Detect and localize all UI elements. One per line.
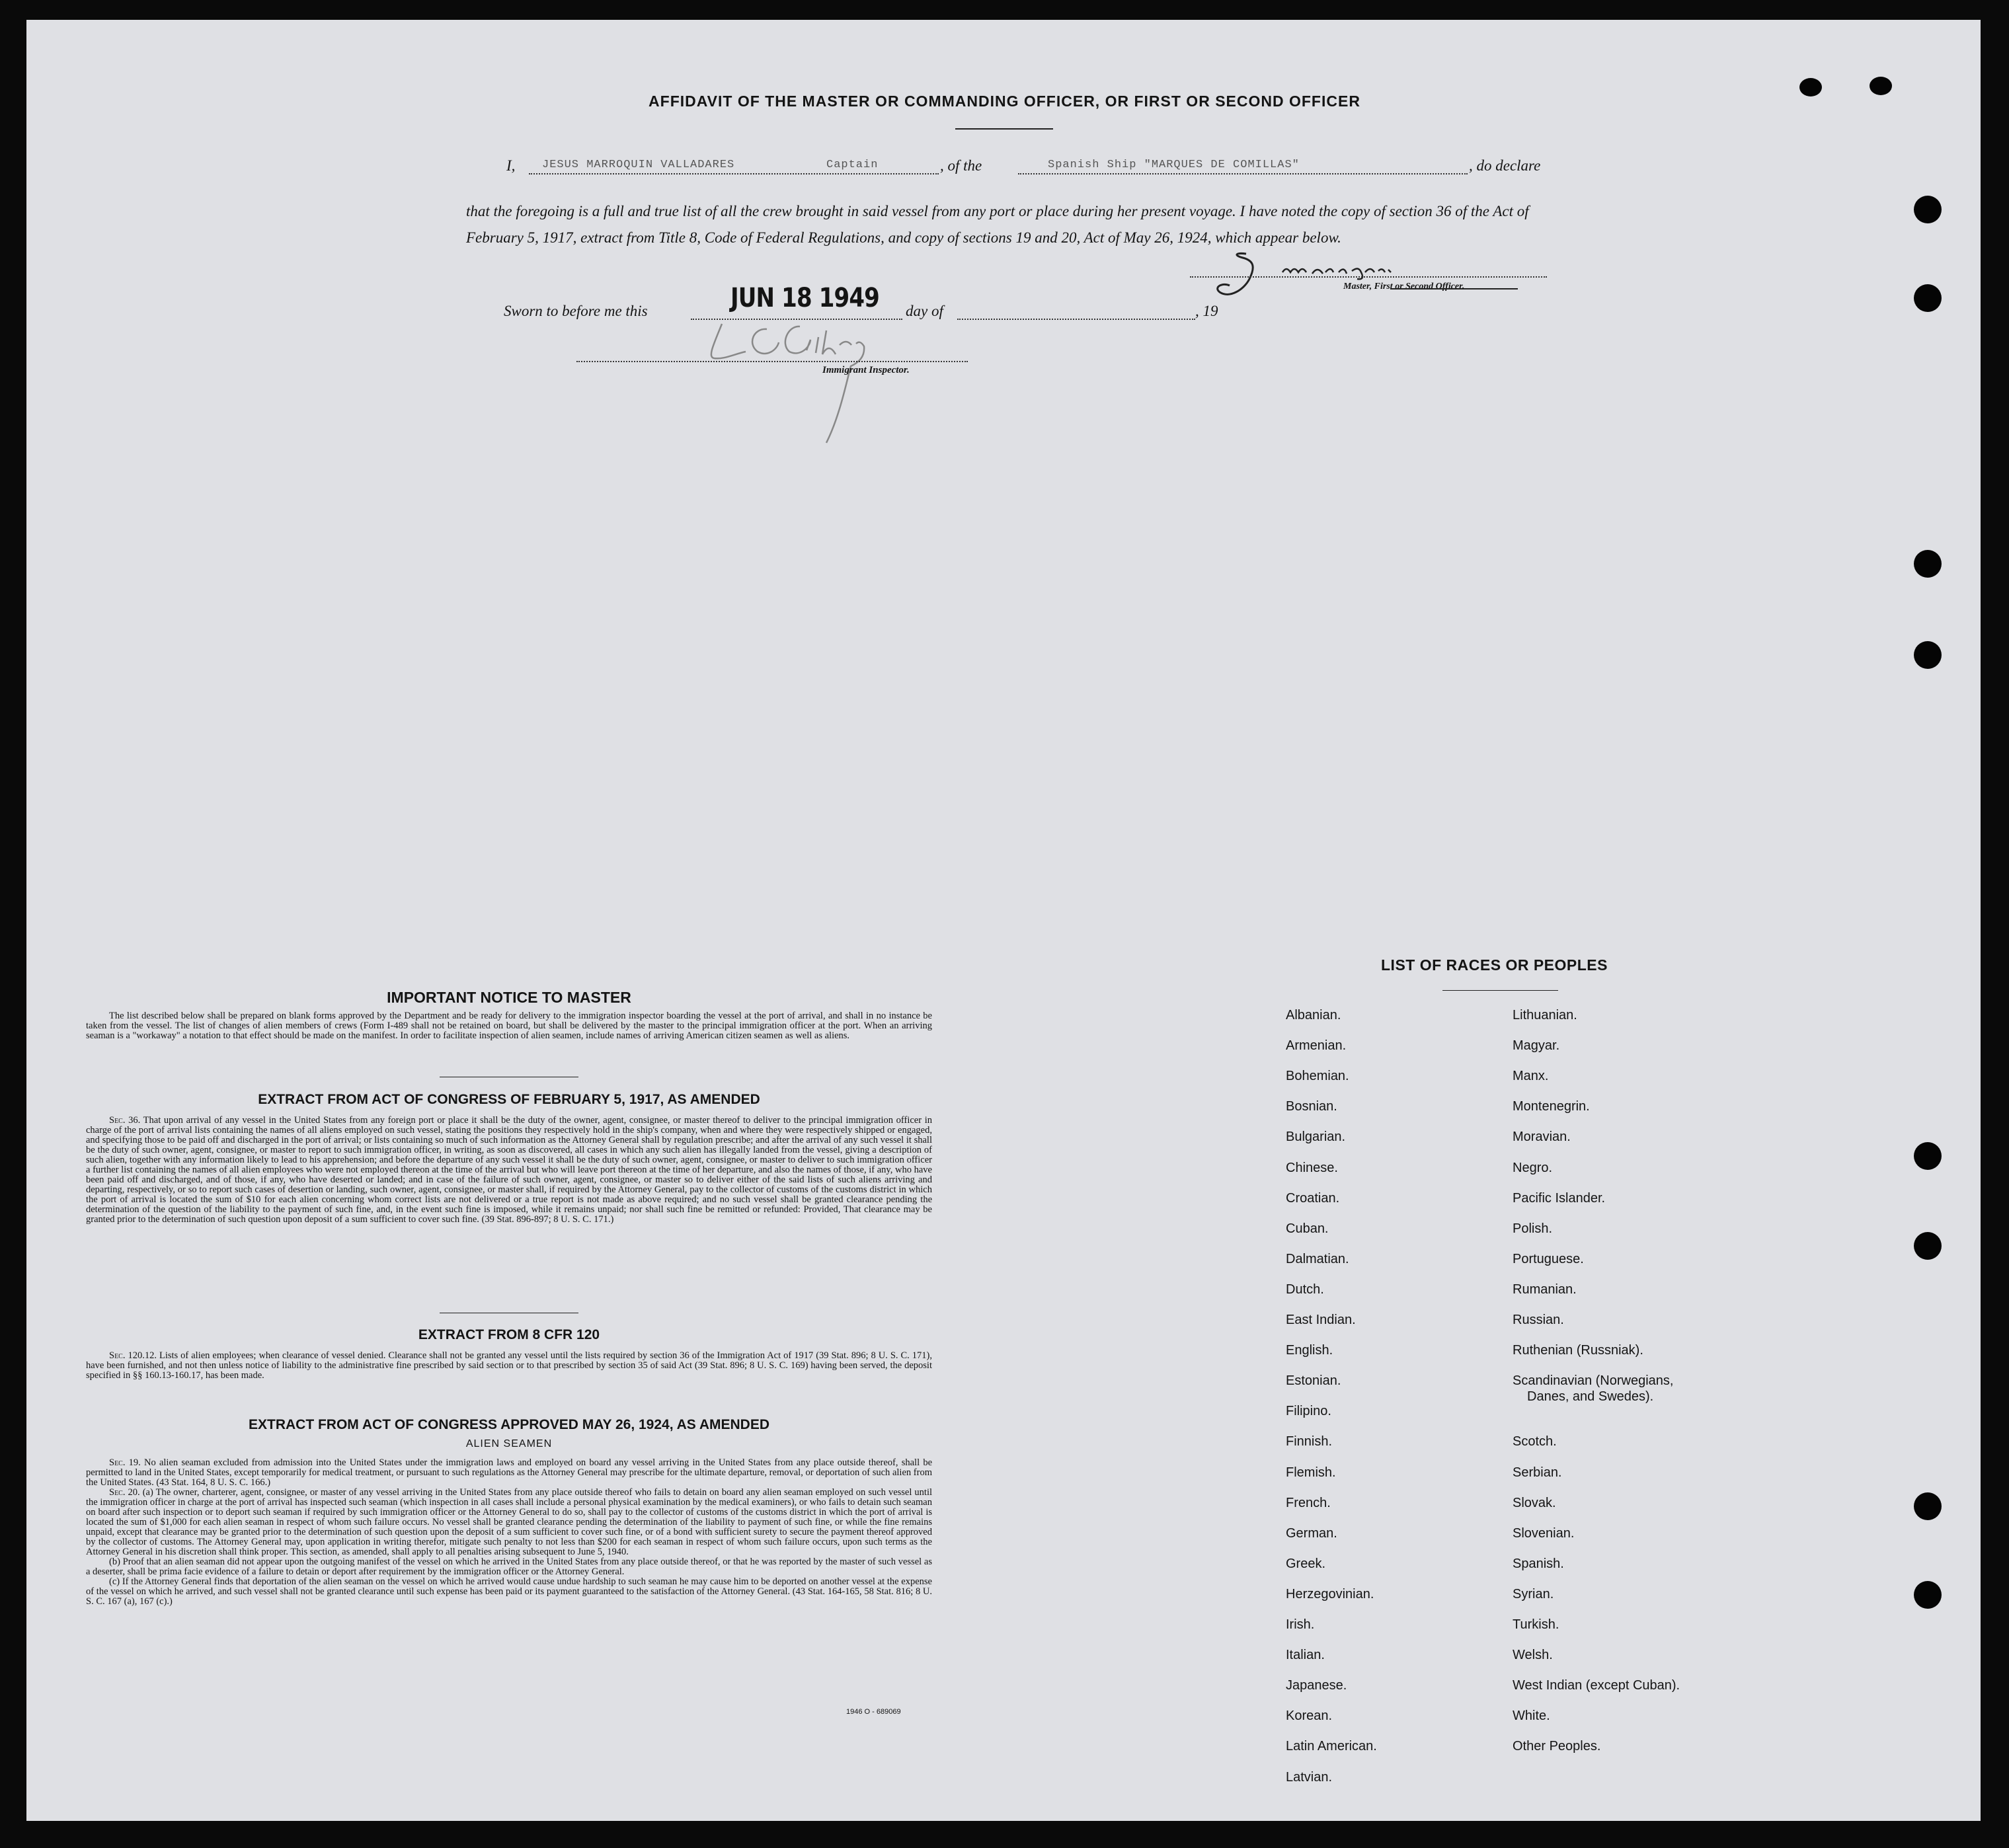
sec-20-label: Sec. 20. xyxy=(109,1487,140,1498)
race-item: Croatian. xyxy=(1286,1190,1340,1206)
race-item: Pacific Islander. xyxy=(1513,1190,1606,1206)
punch-hole xyxy=(1914,1232,1942,1260)
race-item: Latvian. xyxy=(1286,1769,1333,1785)
race-item: East Indian. xyxy=(1286,1313,1356,1327)
typed-master-name: JESUS MARROQUIN VALLADARES xyxy=(542,159,735,171)
race-item: Lithuanian. xyxy=(1513,1008,1577,1022)
caption-strikethrough xyxy=(1390,288,1518,289)
extract-1917-title: EXTRACT FROM ACT OF CONGRESS OF FEBRUARY 5, 1917, AS AMENDED xyxy=(258,1092,760,1107)
race-item: Magyar. xyxy=(1513,1038,1560,1054)
race-item: Rumanian. xyxy=(1513,1282,1577,1297)
race-item: Bosnian. xyxy=(1286,1099,1337,1114)
punch-hole xyxy=(1914,1142,1942,1170)
race-item: Manx. xyxy=(1513,1069,1549,1084)
race-item: Scotch. xyxy=(1513,1434,1557,1449)
race-item: Bohemian. xyxy=(1286,1069,1349,1084)
race-item: Russian. xyxy=(1513,1313,1564,1327)
race-item: Cuban. xyxy=(1286,1221,1329,1236)
race-item: Bulgarian. xyxy=(1286,1130,1346,1145)
date-stamp: JUN 18 1949 xyxy=(730,283,879,313)
race-item: Ruthenian (Russniak). xyxy=(1513,1343,1643,1358)
race-item: Dutch. xyxy=(1286,1282,1324,1297)
race-item: Turkish. xyxy=(1513,1617,1559,1632)
race-item: Estonian. xyxy=(1286,1373,1341,1389)
race-item: Moravian. xyxy=(1513,1130,1571,1145)
race-item: Slovak. xyxy=(1513,1495,1556,1510)
sec-120-12-body: Lists of alien employees; when clearance of vessel denied. Clearance shall not be granted any vessel until the lists required by section 36 of the Immigration Act of 1917 (39 Stat. 896; 8 U. S. C. 171), have been furnished, and not then unless notice of liability to the administrative fine prescribed by said section or to that prescribed by section 35 of said Act (39 Stat. 896; 8 U. S. C. 169) having been served, the deposit specified in §§ 160.13-160.17, has been made. xyxy=(86,1350,932,1381)
master-caption: Master, First or Second Officer. xyxy=(1343,282,1465,291)
race-item: Flemish. xyxy=(1286,1465,1336,1480)
race-item: Albanian. xyxy=(1286,1008,1341,1022)
race-item: Finnish. xyxy=(1286,1434,1333,1449)
sec-19-body: No alien seaman excluded from admission into the United States under the immigration laws and employed on board any vessel arriving in the United States from any place outside thereof, shall be permitted to land in the United States, except temporarily for medical treatment, or pursuant to such regulations as the Attorney General may prescribe for the ultimate departure, removal, or deportation of such alien from the United States. (43 Stat. 164, 8 U. S. C. 166.) xyxy=(86,1457,933,1488)
race-item: Spanish. xyxy=(1513,1556,1564,1571)
race-item: Greek. xyxy=(1286,1556,1326,1571)
sworn-label: Sworn to before me this xyxy=(504,303,648,319)
race-item: Filipino. xyxy=(1286,1404,1331,1419)
race-item: Dalmatian. xyxy=(1286,1251,1349,1266)
punch-hole xyxy=(1914,196,1942,223)
sec-20-b-body: (b) Proof that an alien seaman did not appear upon the outgoing manifest of the vessel on which he arrived in the United States from any place outside thereof, or that he was reported by the master of such vessel as a deserter, shall be prima facie evidence of a failure to detain or deport after requirement by the immigration officer or the Attorney General. xyxy=(86,1557,932,1577)
race-item: Slovenian. xyxy=(1513,1525,1575,1541)
races-title: LIST OF RACES OR PEOPLES xyxy=(1381,956,1608,974)
race-item: Polish. xyxy=(1513,1221,1553,1236)
alien-seamen-subtitle: ALIEN SEAMEN xyxy=(465,1438,553,1449)
race-item: Irish. xyxy=(1286,1617,1315,1632)
sec-36-label: Sec. 36. xyxy=(109,1115,141,1126)
punch-hole xyxy=(1914,641,1942,669)
punch-hole xyxy=(1914,284,1942,312)
race-item: Armenian. xyxy=(1286,1038,1347,1054)
affidavit-statement: that the foregoing is a full and true list of all the crew brought in said vessel from any port or place during her present voyage. I have noted the copy of section 36 of the Act of February 5, 1917, extract from Title 8, Code of Federal Regulations, and copy of sections 19 and 20, Act of May 26, 1924, which appear below. xyxy=(466,203,1529,246)
punch-hole xyxy=(1914,1581,1942,1609)
typed-ship-name: Spanish Ship "MARQUES DE COMILLAS" xyxy=(1048,159,1300,171)
year-label: , 19 xyxy=(1195,303,1218,319)
master-signature xyxy=(1183,246,1554,305)
notice-title: IMPORTANT NOTICE TO MASTER xyxy=(387,989,631,1006)
do-declare-label: , do declare xyxy=(1469,157,1541,174)
race-item: Chinese. xyxy=(1286,1160,1338,1175)
race-item: West Indian (except Cuban). xyxy=(1513,1678,1680,1693)
race-item: White. xyxy=(1513,1709,1550,1724)
race-item: Korean. xyxy=(1286,1709,1333,1724)
notice-body-block xyxy=(86,1011,932,1041)
race-item: French. xyxy=(1286,1495,1331,1510)
sec-36-body: That upon arrival of any vessel in the United States from any foreign port or place it shall be the duty of the owner, agent, consignee, or master thereof to deliver to the principal immigration officer in charge of the port of arrival lists containing the names of all aliens employed on such vessel, stating the positions they respectively hold in the ship's company, when and where they were respectively shipped or engaged, and specifying those to be paid off and discharged in the port of arrival; or lists containing so much of such information as the Attorney General shall by regulation prescribe; and after the arrival of any such vessel it shall be the duty of such owner, agent, consignee, or master to report to such immigration officer, in writing, as soon as discovered, all cases in which any such alien has illegally landed from the vessel, giving a description of such alien, together with any information likely to lead to his apprehension; and before the departure of any such vessel it shall be the duty of such owner, agent, consignee, or master to deliver to such immigration officer a further list containing the names of all alien employees who were not employed thereon at the time of the arrival but who will leave port thereon at the time of her departure, and also the names of those, if any, who have been paid off and discharged, and of those, if any, who have deserted or landed; and in case of the failure of such owner, agent, consignee, or master so to deliver either of the said lists of such aliens arriving and departing, respectively, or so to report such cases of desertion or landing, such owner, agent, consignee, or master shall, if required by the Attorney General, pay to the collector of customs of the customs district in which the port of arrival is located the sum of $10 for each alien concerning whom correct lists are not delivered or a true report is not made as above required; and no such vessel shall be granted clearance pending the determination of the question of the liability to the payment of such fine, and, in the event such fine is imposed, while it remains unpaid; nor shall such fine be remitted or refunded: Provided, That clearance may be granted prior to the determination of such question upon deposit of a sum sufficient to cover such fine. (39 Stat. 896-897; 8 U. S. C. 171.) xyxy=(86,1115,932,1225)
race-item: Herzegovinian. xyxy=(1286,1586,1374,1601)
notice-body: The list described below shall be prepared on blank forms approved by the Department and be ready for delivery to the immigration inspector boarding the vessel at the port of arrival, and shall in no instance be taken from the vessel. The list of changes of alien members of crews (Form I-489 shall not be retained on board, but shall be delivered by the master to the principal immigration officer at the port. When an arriving seaman is a "workaway" a notation to that effect should be made on the manifest. In order to facilitate inspection of alien seamen, include names of arriving American citizen seamen as well as aliens. xyxy=(86,1011,932,1041)
race-item: Danes, and Swedes). xyxy=(1527,1389,1654,1404)
race-item: English. xyxy=(1286,1343,1333,1358)
extract-cfr-block xyxy=(86,1351,932,1381)
race-item: Scandinavian (Norwegians, xyxy=(1513,1373,1674,1389)
affidavit-title: AFFIDAVIT OF THE MASTER OR COMMANDING OFFICER, OR FIRST OR SECOND OFFICER xyxy=(649,93,1360,110)
sec-20-a-body: (a) The owner, charterer, agent, consignee, or master of any vessel arriving in the United States from any place outside thereof who fails to detain on board any alien seaman employed on such vessel until the immigration officer in charge at the port of arrival has inspected such seaman (which inspection in all cases shall include a personal physical examination by the medical examiners), or who fails to detain such seaman on board after such inspection or to deport such seaman if required by such immigration officer or the Attorney General to do so, shall pay to the collector of customs of the customs district in which the port of arrival is located the sum of $1,000 for each alien seaman in respect of whom such failure occurs. No vessel shall be granted clearance pending the determination of the liability to payment of such fine, or while the fine remains unpaid, except that clearance may be granted prior to the determination of such question upon the deposit of a sum sufficient to cover such fine, or of a bond with sufficient surety to secure the payment thereof approved by the collector of customs. The Attorney General may, upon application in writing therefor, mitigate such penalty to not less than $200 for each seaman in respect of whom such failure occurs, upon such terms as the Attorney General in his discretion shall think proper. This section, as amended, shall apply to all penalties arising subsequent to June 5, 1940. xyxy=(86,1487,933,1557)
extract-1924-title: EXTRACT FROM ACT OF CONGRESS APPROVED MAY 26, 1924, AS AMENDED xyxy=(248,1417,770,1432)
race-item: Syrian. xyxy=(1513,1586,1554,1601)
race-item: Welsh. xyxy=(1513,1648,1553,1663)
extract-cfr-title: EXTRACT FROM 8 CFR 120 xyxy=(418,1327,600,1342)
affidavit-i-label: I, xyxy=(506,157,516,174)
sec-20-c-body: (c) If the Attorney General finds that deportation of the alien seaman on the vessel on which he arrived would cause undue hardship to such seaman he may cause him to be deported on another vessel at the expense of the vessel on which he arrived, and such vessel shall not be granted clearance until such expense has been paid or its payment guaranteed to the satisfaction of the Attorney General. (43 Stat. 164-165, 58 Stat. 816; 8 U. S. C. 167 (a), 167 (c).) xyxy=(86,1576,932,1607)
inspector-caption: Immigrant Inspector. xyxy=(822,365,910,375)
race-item: Negro. xyxy=(1513,1160,1553,1175)
race-item: Other Peoples. xyxy=(1513,1739,1601,1754)
race-item: Japanese. xyxy=(1286,1678,1347,1693)
sec-120-12-label: Sec. 120.12. xyxy=(109,1350,157,1361)
inspector-signature xyxy=(694,311,919,456)
race-item: Italian. xyxy=(1286,1648,1325,1663)
extract-1924-block xyxy=(86,1458,932,1607)
punch-hole xyxy=(1914,550,1942,578)
sec-19-label: Sec. 19. xyxy=(109,1457,141,1468)
of-the-label: , of the xyxy=(940,157,982,174)
race-item: Montenegrin. xyxy=(1513,1099,1590,1114)
punch-hole xyxy=(1914,1492,1942,1520)
typed-master-rank: Captain xyxy=(826,159,879,171)
extract-1917-block xyxy=(86,1116,932,1225)
race-item: Portuguese. xyxy=(1513,1251,1584,1266)
race-item: German. xyxy=(1286,1525,1337,1541)
print-code: 1946 O - 689069 xyxy=(846,1708,901,1716)
day-of-label: day of xyxy=(906,303,943,319)
race-item: Latin American. xyxy=(1286,1739,1377,1754)
race-item: Serbian. xyxy=(1513,1465,1562,1480)
